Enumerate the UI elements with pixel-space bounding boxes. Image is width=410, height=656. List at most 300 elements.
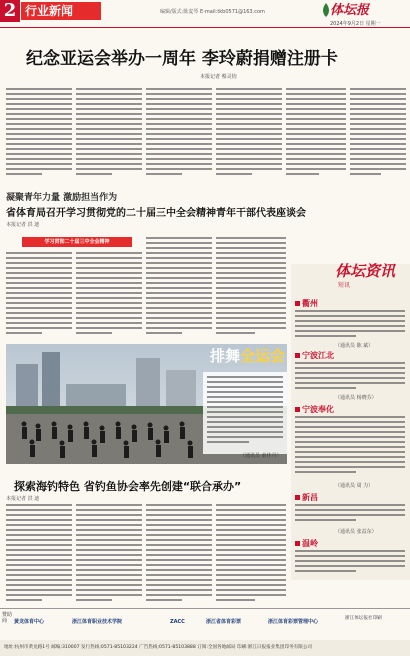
text-line (216, 574, 286, 576)
article-3-column-4 (216, 504, 286, 604)
text-line (146, 277, 212, 279)
text-line (6, 148, 72, 150)
text-line (295, 509, 405, 511)
brief-text-fenghua (295, 416, 405, 476)
text-line (6, 108, 72, 110)
text-line (76, 113, 142, 115)
text-line (146, 594, 212, 596)
text-line (350, 128, 406, 130)
brief-byline-fenghua: （通讯员 周 力） (335, 483, 374, 489)
text-line (76, 589, 142, 591)
article-3-headline: 探索海钓特色 省钓鱼协会率先创建“联合承办” (14, 480, 242, 493)
text-line (207, 416, 283, 418)
text-line (216, 123, 282, 125)
text-line (146, 599, 182, 601)
text-line (295, 325, 405, 327)
text-line (146, 247, 212, 249)
text-line (6, 158, 72, 160)
text-line (6, 599, 42, 601)
text-line (6, 133, 72, 135)
text-line (6, 98, 72, 100)
brief-city-quzhou: 衢州 (295, 298, 318, 309)
article-2-column-1 (6, 252, 72, 337)
text-line (216, 514, 286, 516)
text-line (216, 594, 286, 596)
text-line (146, 242, 212, 244)
lead-column-2 (76, 88, 142, 178)
text-line (216, 544, 286, 546)
text-line (76, 98, 142, 100)
text-line (146, 332, 182, 334)
text-line (216, 143, 282, 145)
sponsor-logo-huanglong: 黄龙体育中心 (14, 619, 45, 625)
text-line (146, 128, 212, 130)
text-line (146, 173, 182, 175)
text-line (146, 88, 212, 90)
text-line (146, 118, 212, 120)
text-line (76, 559, 142, 561)
sponsor-logo-lottery-center: 浙江体育彩票管理中心 (268, 619, 319, 625)
text-line (146, 123, 212, 125)
text-line (295, 426, 405, 428)
text-line (216, 113, 282, 115)
text-line (295, 451, 405, 453)
text-line (216, 98, 282, 100)
text-line (76, 287, 142, 289)
text-line (295, 421, 405, 423)
text-line (216, 158, 282, 160)
text-line (76, 128, 142, 130)
text-line (146, 158, 212, 160)
text-line (6, 307, 72, 309)
text-line (350, 118, 406, 120)
lead-byline: 本报记者 蔡灵钧 (200, 74, 237, 80)
text-line (207, 381, 283, 383)
text-line (207, 411, 283, 413)
text-line (76, 574, 142, 576)
text-line (146, 524, 212, 526)
text-line (216, 569, 286, 571)
text-line (76, 252, 142, 254)
lead-column-6 (350, 88, 406, 178)
article-3-column-1 (6, 504, 72, 604)
text-line (295, 362, 405, 364)
text-line (76, 544, 142, 546)
text-line (76, 103, 142, 105)
text-line (6, 88, 72, 90)
text-line (6, 529, 72, 531)
brief-byline-xinchang: （通讯员 张益东） (335, 529, 377, 535)
text-line (6, 118, 72, 120)
text-line (216, 599, 255, 601)
text-line (146, 143, 212, 145)
text-line (76, 307, 142, 309)
text-line (146, 148, 212, 150)
text-line (295, 431, 405, 433)
text-line (146, 133, 212, 135)
text-line (286, 133, 346, 135)
text-line (216, 168, 282, 170)
text-line (295, 330, 405, 332)
photo-caption-byline: （通讯员 俞佳丹） (240, 453, 282, 459)
brief-city-jiangbei: 宁波江北 (295, 350, 334, 361)
text-line (76, 504, 142, 506)
text-line (216, 163, 282, 165)
article-2-kicker: 凝聚青年力量 激励担当作为 (6, 193, 118, 203)
text-line (76, 302, 142, 304)
text-line (146, 267, 212, 269)
text-line (146, 138, 212, 140)
text-line (216, 287, 286, 289)
text-line (146, 514, 212, 516)
news-brief-subtitle: 短讯 (338, 282, 351, 289)
text-line (146, 163, 212, 165)
text-line (76, 143, 142, 145)
text-line (350, 173, 381, 175)
text-line (146, 282, 212, 284)
text-line (146, 327, 212, 329)
text-line (146, 519, 212, 521)
text-line (6, 594, 72, 596)
issue-date: 2024年9月2日 星期一 (330, 21, 381, 27)
text-line (76, 138, 142, 140)
text-line (76, 88, 142, 90)
sponsor-logo-zacc: ZACC (170, 619, 185, 625)
text-line (76, 168, 142, 170)
text-line (216, 267, 286, 269)
brief-text-jiangbei (295, 362, 405, 392)
photo-caption-text (207, 376, 283, 443)
article-2-headline: 省体育局召开学习贯彻党的二十届三中全会精神青年干部代表座谈会 (6, 208, 306, 219)
text-line (216, 262, 286, 264)
text-line (76, 118, 142, 120)
text-line (76, 514, 142, 516)
text-line (286, 108, 346, 110)
text-line (6, 113, 72, 115)
text-line (207, 426, 283, 428)
text-line (6, 554, 72, 556)
text-line (76, 524, 142, 526)
text-line (76, 554, 142, 556)
text-line (6, 163, 72, 165)
header-divider (0, 27, 410, 28)
text-line (207, 401, 283, 403)
text-line (295, 570, 356, 572)
lead-column-3 (146, 88, 212, 178)
text-line (350, 93, 406, 95)
text-line (76, 599, 112, 601)
text-line (286, 173, 319, 175)
text-line (76, 549, 142, 551)
text-line (207, 396, 283, 398)
text-line (295, 519, 356, 521)
article-3-column-3 (146, 504, 212, 604)
publication-info-bar: 地址:杭州市黄龙路1号 邮编:310007 发行热线:0571-85103224 广告热线:0571-85103888 订阅:全国各地邮局 印刷:浙江日报报业集团印务有限公司 (0, 640, 410, 656)
text-line (6, 504, 72, 506)
text-line (295, 456, 405, 458)
text-line (6, 123, 72, 125)
text-line (286, 123, 346, 125)
text-line (295, 441, 405, 443)
text-line (76, 594, 142, 596)
banner-text-b: 全运会 (240, 347, 286, 365)
text-line (350, 158, 406, 160)
footer-divider (0, 608, 410, 609)
text-line (6, 252, 72, 254)
text-line (207, 431, 283, 433)
text-line (6, 519, 72, 521)
text-line (350, 138, 406, 140)
text-line (76, 262, 142, 264)
brief-city-xinchang: 新昌 (295, 492, 318, 503)
text-line (207, 406, 283, 408)
text-line (6, 539, 72, 541)
text-line (6, 173, 42, 175)
text-line (295, 550, 405, 552)
leaf-icon (322, 3, 330, 17)
text-line (76, 163, 142, 165)
text-line (6, 277, 72, 279)
text-line (216, 282, 286, 284)
text-line (76, 534, 142, 536)
text-line (295, 560, 405, 562)
text-line (6, 544, 72, 546)
text-line (286, 88, 346, 90)
text-line (6, 574, 72, 576)
text-line (216, 153, 282, 155)
brief-text-xinchang (295, 504, 405, 524)
text-line (146, 504, 212, 506)
text-line (350, 113, 406, 115)
text-line (76, 257, 142, 259)
text-line (286, 128, 346, 130)
text-line (350, 168, 406, 170)
text-line (76, 529, 142, 531)
brief-city-wenling: 温岭 (295, 538, 318, 549)
text-line (295, 335, 356, 337)
text-line (76, 317, 142, 319)
photo-caption (203, 372, 287, 454)
text-line (6, 534, 72, 536)
text-line (76, 133, 142, 135)
text-line (146, 312, 212, 314)
text-line (146, 589, 212, 591)
text-line (6, 292, 72, 294)
banner-text-a: 排舞 (210, 347, 241, 365)
text-line (207, 441, 249, 443)
text-line (216, 128, 282, 130)
text-line (146, 103, 212, 105)
text-line (6, 143, 72, 145)
text-line (6, 569, 72, 571)
text-line (6, 93, 72, 95)
text-line (216, 332, 255, 334)
text-line (146, 317, 212, 319)
text-line (146, 569, 212, 571)
text-line (6, 559, 72, 561)
text-line (350, 143, 406, 145)
text-line (6, 524, 72, 526)
text-line (76, 277, 142, 279)
text-line (146, 509, 212, 511)
text-line (6, 128, 72, 130)
text-line (216, 322, 286, 324)
text-line (216, 559, 286, 561)
text-line (286, 98, 346, 100)
text-line (216, 584, 286, 586)
lead-column-5 (286, 88, 346, 178)
text-line (295, 320, 405, 322)
text-line (350, 133, 406, 135)
text-line (216, 307, 286, 309)
text-line (216, 327, 286, 329)
text-line (350, 103, 406, 105)
text-line (146, 549, 212, 551)
article-2-column-4 (216, 237, 286, 337)
text-line (6, 579, 72, 581)
brief-byline-jiangbei: （通讯员 杨晓芬） (335, 395, 377, 401)
text-line (216, 534, 286, 536)
text-line (295, 367, 405, 369)
text-line (295, 387, 356, 389)
text-line (6, 514, 72, 516)
text-line (146, 237, 212, 239)
text-line (6, 509, 72, 511)
text-line (6, 103, 72, 105)
brief-byline-quzhou: （通讯员 陈 斌） (335, 343, 374, 349)
text-line (76, 519, 142, 521)
text-line (76, 579, 142, 581)
text-line (146, 302, 212, 304)
text-line (146, 98, 212, 100)
text-line (286, 138, 346, 140)
text-line (146, 292, 212, 294)
section-title: 行业新闻 (21, 2, 101, 20)
text-line (286, 148, 346, 150)
text-line (216, 554, 286, 556)
text-line (286, 168, 346, 170)
text-line (146, 262, 212, 264)
publisher-info: 浙江体坛报社印刷 (345, 616, 382, 621)
article-3-byline: 本报记者 洪 迪 (6, 496, 40, 502)
text-line (350, 108, 406, 110)
text-line (146, 544, 212, 546)
text-line (6, 168, 72, 170)
text-line (286, 143, 346, 145)
text-line (350, 153, 406, 155)
text-line (216, 529, 286, 531)
text-line (146, 554, 212, 556)
text-line (146, 529, 212, 531)
text-line (146, 564, 212, 566)
text-line (146, 93, 212, 95)
text-line (76, 322, 142, 324)
article-2-column-3 (146, 237, 212, 337)
text-line (216, 257, 286, 259)
sponsor-label: 赞助商 (2, 612, 13, 624)
text-line (76, 584, 142, 586)
text-line (76, 332, 112, 334)
text-line (76, 123, 142, 125)
text-line (146, 108, 212, 110)
text-line (146, 257, 212, 259)
text-line (76, 267, 142, 269)
text-line (146, 168, 212, 170)
sponsor-logo-lottery: 浙江省体育彩票 (206, 619, 242, 625)
text-line (286, 103, 346, 105)
text-line (216, 519, 286, 521)
text-line (146, 252, 212, 254)
text-line (295, 514, 405, 516)
text-line (76, 153, 142, 155)
text-line (286, 158, 346, 160)
text-line (216, 108, 282, 110)
text-line (216, 549, 286, 551)
text-line (6, 589, 72, 591)
text-line (76, 282, 142, 284)
text-line (350, 163, 406, 165)
article-2-column-2 (76, 252, 142, 337)
text-line (6, 332, 42, 334)
brief-city-fenghua: 宁波奉化 (295, 404, 334, 415)
text-line (216, 509, 286, 511)
text-line (216, 312, 286, 314)
article-2-byline: 本报记者 洪 迪 (6, 222, 40, 228)
text-line (216, 118, 282, 120)
text-line (76, 564, 142, 566)
text-line (76, 108, 142, 110)
text-line (216, 93, 282, 95)
text-line (76, 272, 142, 274)
text-line (76, 539, 142, 541)
text-line (295, 310, 405, 312)
text-line (216, 564, 286, 566)
sponsor-logo-college: 浙江体育职业技术学院 (72, 619, 123, 625)
text-line (146, 579, 212, 581)
text-line (146, 539, 212, 541)
text-line (76, 173, 112, 175)
text-line (295, 315, 405, 317)
text-line (216, 292, 286, 294)
text-line (216, 302, 286, 304)
text-line (146, 534, 212, 536)
text-line (216, 539, 286, 541)
text-line (6, 312, 72, 314)
section-number: 2 (0, 0, 20, 22)
text-line (216, 148, 282, 150)
text-line (216, 524, 286, 526)
text-line (295, 461, 405, 463)
text-line (216, 237, 286, 239)
masthead-logo: 体坛报 (330, 3, 370, 18)
article-2-subhead: 学习贯彻二十届三中全会精神 (22, 237, 132, 247)
text-line (76, 158, 142, 160)
text-line (216, 103, 282, 105)
text-line (286, 118, 346, 120)
text-line (216, 138, 282, 140)
text-line (146, 584, 212, 586)
text-line (146, 559, 212, 561)
text-line (286, 153, 346, 155)
text-line (76, 569, 142, 571)
brief-text-quzhou (295, 310, 405, 340)
text-line (295, 377, 405, 379)
text-line (350, 98, 406, 100)
text-line (216, 277, 286, 279)
text-line (6, 549, 72, 551)
text-line (216, 297, 286, 299)
text-line (216, 589, 286, 591)
